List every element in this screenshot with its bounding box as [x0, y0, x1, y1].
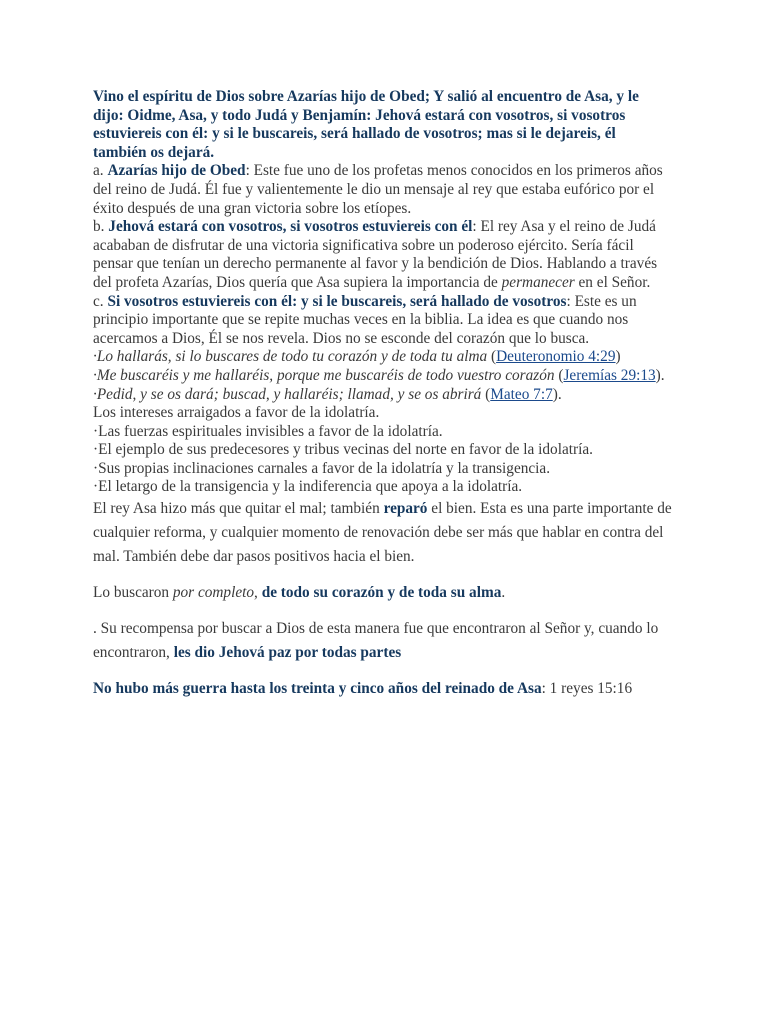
reward-pre: . Su recompensa por buscar a Dios de esta manera fue que encontraron al Señor y, cuando lo encontraron, [93, 620, 659, 662]
point-b-heading: Jehová estará con vosotros, si vosotros estuviereis con él [108, 218, 473, 236]
interest-item: ·Las fuerzas espirituales invisibles a favor de la idolatría. [93, 422, 443, 440]
verse-2-close: ). [655, 366, 665, 384]
sought-mid: , [254, 584, 262, 602]
verse-1-text: ·Lo hallarás, si lo buscares de todo tu corazón y de toda tu alma [93, 348, 488, 366]
point-a-marker: a. [93, 162, 108, 180]
sought-italic: por completo [172, 584, 255, 602]
verse-2-open: ( [554, 366, 564, 384]
verse-2-text: ·Me buscaréis y me hallaréis, porque me buscaréis de todo vuestro corazón [93, 366, 555, 384]
interest-item: ·Sus propias inclinaciones carnales a favor de la idolatría y la transigencia. [93, 459, 551, 477]
interest-item: ·El ejemplo de sus predecesores y tribus vecinas del norte en favor de la idolatría. [93, 441, 593, 459]
point-b-italic: permanecer [501, 273, 575, 291]
verse-1-link[interactable]: Deuteronomio 4:29 [496, 348, 616, 366]
point-a [93, 162, 673, 218]
point-c [93, 293, 673, 349]
intro-passage: Vino el espíritu de Dios sobre Azarías hijo de Obed; Y salió al encuentro de Asa, y le dijo: Oidme, Asa, y todo Judá y Benjamín: Jehová estará con vosotros, si vosotros estuviereis con él: y si le buscareis, será hallado de vosotros; mas si le dejareis, él también os dejará. [93, 88, 639, 161]
asa-post: el bien. Esta es una parte importante de cualquier reforma, y cualquier momento de renovación debe ser más que hablar en contra del mal. También debe dar pasos positivos hacia el bien. [93, 500, 672, 566]
verse-2-link[interactable]: Jeremías 29:13 [563, 366, 656, 384]
verse-3-text: ·Pedid, y se os dará; buscad, y hallaréis; llamad, y se os abrirá [93, 385, 482, 403]
asa-pre: El rey Asa hizo más que quitar el mal; también [93, 500, 384, 518]
verse-3-close: ). [552, 385, 562, 403]
nowar-paragraph [93, 677, 673, 701]
nowar-post: : 1 reyes 15:16 [541, 680, 633, 698]
verse-3 [93, 386, 673, 405]
point-c-heading: Si vosotros estuviereis con él: y si le buscareis, será hallado de vosotros [107, 292, 567, 310]
verse-2 [93, 367, 673, 386]
verse-3-open: ( [481, 385, 491, 403]
reward-paragraph [93, 617, 673, 665]
verse-3-link[interactable]: Mateo 7:7 [490, 385, 553, 403]
point-a-text: : Este fue uno de los profetas menos conocidos en los primeros años del reino de Judá. Él fue y valientemente le dio un mensaje al rey que estaba eufórico por el éxito después de una gran victoria sobre los etíopes. [93, 162, 663, 217]
sought-paragraph [93, 581, 673, 605]
sought-pre: Lo buscaron [93, 584, 173, 602]
point-b-marker: b. [93, 218, 109, 236]
asa-paragraph [93, 497, 673, 569]
nowar-bold: No hubo más guerra hasta los treinta y cinco años del reinado de Asa [93, 680, 542, 698]
point-b [93, 218, 673, 292]
interest-item: ·El letargo de la transigencia y la indiferencia que apoya a la idolatría. [93, 478, 523, 496]
point-b-text: : El rey Asa y el reino de Judá acababan de disfrutar de una victoria significativa sobre un poderoso ejército. Sería fácil pensar que tenían un derecho permanente al favor y la bendición de Dios. Hablando a través del profeta Azarías, Dios quería que Asa supiera la importancia de [93, 218, 658, 291]
verse-1-open: ( [487, 348, 497, 366]
verse-1 [93, 348, 673, 367]
point-a-heading: Azarías hijo de Obed [107, 162, 246, 180]
asa-bold: reparó [383, 500, 428, 518]
reward-bold: les dio Jehová paz por todas partes [173, 644, 402, 662]
point-b-tail: en el Señor. [574, 273, 651, 291]
sought-post: . [501, 584, 506, 602]
point-c-text: : Este es un principio importante que se repite muchas veces en la biblia. La idea es que cuando nos acercamos a Dios, Él se nos revela. Dios no se esconde del corazón que lo busca. [93, 292, 637, 347]
verse-1-close: ) [615, 348, 621, 366]
sought-bold: de todo su corazón y de toda su alma [261, 584, 502, 602]
interests-heading: Los intereses arraigados a favor de la idolatría. [93, 404, 380, 422]
document-body [93, 88, 673, 701]
point-c-marker: c. [93, 292, 108, 310]
